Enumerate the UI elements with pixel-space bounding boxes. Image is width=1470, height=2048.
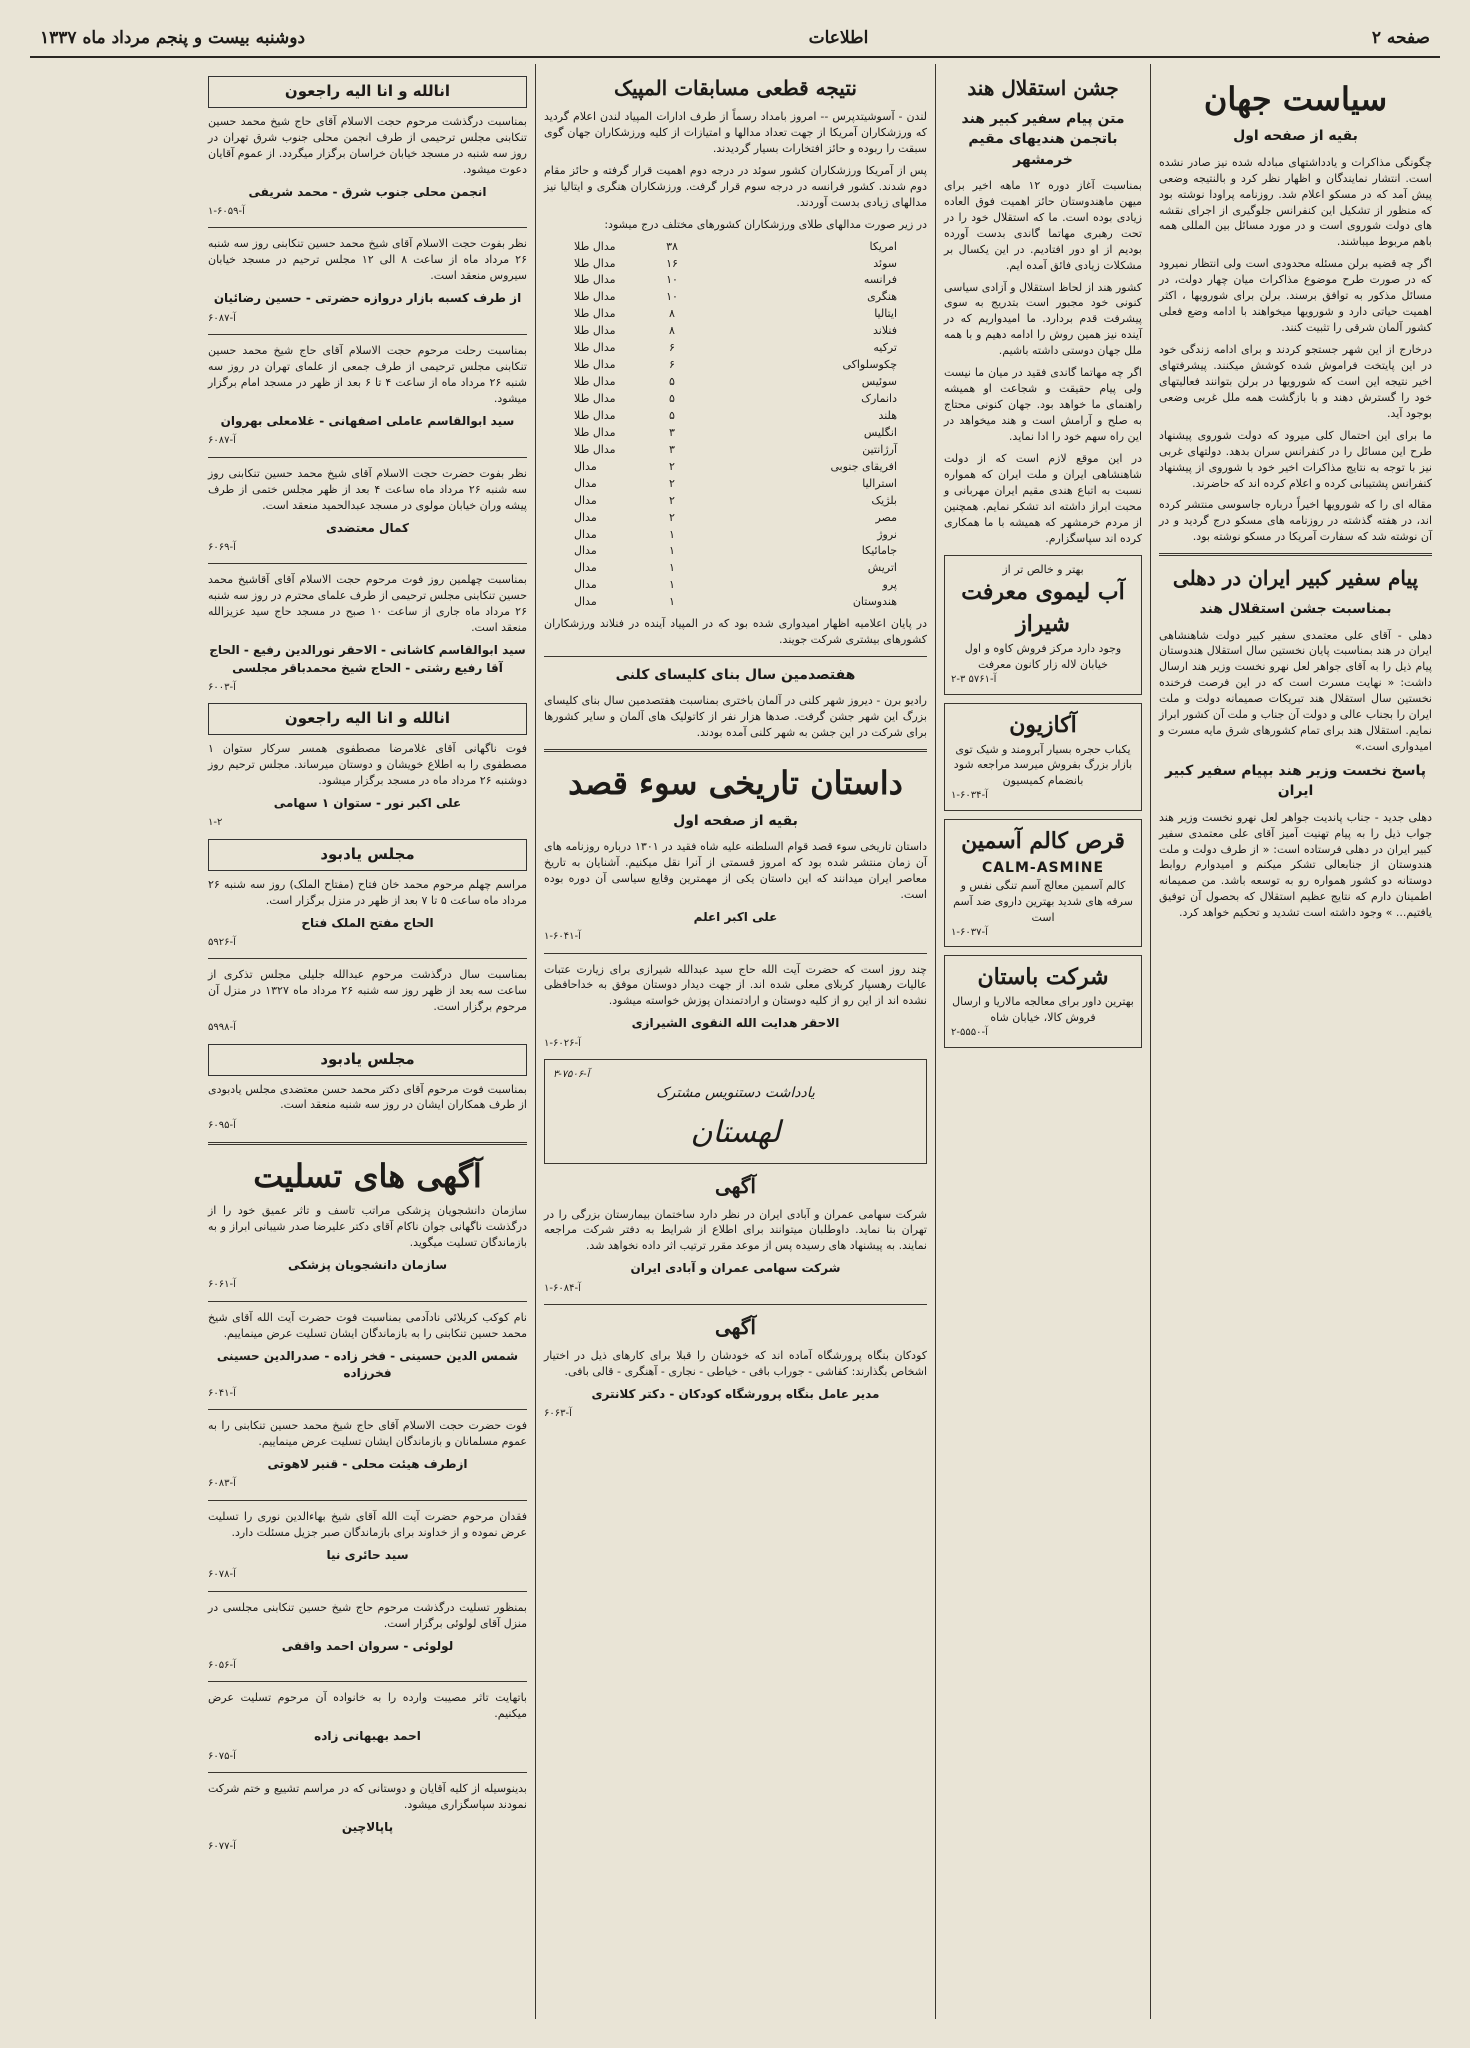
- divider: [208, 1409, 527, 1410]
- medal-count: ۲: [669, 476, 675, 490]
- divider: [1159, 553, 1432, 556]
- medal-count: ۵: [669, 392, 675, 405]
- obit-code: آ-۶۰۵۹-۱: [208, 205, 245, 217]
- memorial-paragraph: بمناسبت فوت مرحوم آقای دکتر محمد حسن معتضدی مجلس یادبودی از طرف همکاران ایشان در روز سه شنبه منعقد است.: [208, 1082, 527, 1112]
- thanks-code: آ-۶۰۲۶-۱: [544, 1037, 581, 1049]
- medal-unit: مدال طلا: [574, 375, 616, 389]
- medal-country: جامائیکا: [861, 544, 897, 558]
- ad-latin-title: CALM-ASMINE: [981, 859, 1105, 876]
- medal-count: ۱۰: [666, 273, 678, 287]
- medal-country: نروژ: [877, 527, 897, 541]
- divider: [208, 334, 527, 335]
- medal-country: پرو: [882, 578, 897, 592]
- condolence-paragraph: باتهایت تاثر مصیبت وارده را به خانواده آن مرحوم تسلیت عرض میکنیم.: [208, 1691, 527, 1721]
- medal-count: ۳: [669, 442, 675, 456]
- medal-count: ۲: [669, 510, 675, 524]
- condolence-code: آ-۶۰۷۸: [208, 1569, 236, 1581]
- medal-count: ۱: [669, 561, 675, 575]
- article-paragraph: مقاله ای را که شورویها اخیراً درباره جاسوسی منتشر کرده اند، در هفته گذشته در روزنامه های مسکو درج گردید و در آن نوشته شد که سفارت آمریکا در مسکو نوشته بود.: [1159, 498, 1432, 544]
- story-code: آ-۶۰۴۱-۱: [544, 931, 581, 942]
- notice2-title: آگهی: [715, 1315, 756, 1340]
- obit-code: آ-۶۰۸۷: [208, 435, 236, 447]
- medal-country: افریقای جنوبی: [830, 459, 897, 473]
- medal-unit: مدال: [574, 544, 597, 558]
- condolence-code: آ-۶۰۸۳: [208, 1478, 236, 1490]
- medal-country: سوئد: [873, 256, 897, 270]
- medal-unit: مدال: [574, 510, 597, 524]
- obit-signature: کمال معتضدی: [326, 520, 409, 535]
- medal-country: چکوسلواکی: [842, 358, 897, 372]
- divider: [544, 1304, 927, 1305]
- medal-count: ۱: [669, 578, 675, 592]
- divider: [544, 656, 927, 657]
- divider: [208, 227, 527, 228]
- obit-paragraph: نظر بفوت حضرت حجت الاسلام آقای شیخ محمد حسین تنکابنی روز سه شنبه ۲۶ مرداد ماه ساعت ۴ بعد از ظهر مجلس ختمی از طرف پیشه وران خیابان مولوی در مسجد عبدالحمید منعقد است.: [208, 466, 527, 512]
- medal-unit: مدال طلا: [574, 290, 616, 304]
- story-title: داستان تاریخی سوء قصد: [568, 764, 903, 803]
- medal-count: ۸: [669, 307, 675, 321]
- hand-code: ۳-۷۵۰۶-آ: [553, 1069, 590, 1081]
- memorial-paragraph: بمناسبت سال درگذشت مرحوم عبدالله جلیلی مجلس تذکری از ساعت سه بعد از ظهر روز سه شنبه ۲۶ مرداد ماه ۱۳۲۷ در منزل آن مرحوم برگزار است.: [208, 968, 528, 1014]
- column-obituaries: [200, 64, 535, 2019]
- story-signature: علی اکبر اعلم: [693, 909, 778, 924]
- condolence-signature: ازطرف هیئت محلی - قنبر لاهوتی: [267, 1457, 468, 1471]
- memorial-title: مجلس یادبود: [208, 839, 527, 871]
- notice-title: آگهی: [715, 1173, 756, 1198]
- memorial-title: مجلس یادبود: [208, 1044, 527, 1076]
- article-title: سیاست جهان: [1203, 80, 1388, 118]
- obit-paragraph: بمناسبت رحلت مرحوم حجت الاسلام آقای حاج شیخ محمد حسین تنکابنی مجلس ترحیمی از طرف جمعی از علمای تهران در روز سه شنبه ۲۶ مرداد ماه از ساعت ۴ تا ۶ بعد از ظهر در مسجد امام برگزار میشود.: [208, 344, 528, 405]
- article-paragraph: اگر چه مهاتما گاندی فقید در میان ما نیست ولی پیام حقیقت و شجاعت او همیشه راهنمای ما خواهد بود. جهان کنونی محتاج به صلح و آرامش است و هند میخواهد در این راه سهم خود را ادا نماید.: [944, 366, 1142, 443]
- article-paragraph: درخارج از این شهر جستجو کردند و برای ادامه زندگی خود در این پایتخت فراموش شده کوشش میکنند. پیشرفتهای اخیر نتیجه این است که شورویها در برلن بتوانند فعالیتهای خود را گسترش دهند و با بازگشت همه ملل غربی وضعی بوجود آید.: [1159, 343, 1432, 420]
- article-paragraph: لندن - آسوشیتدپرس -- امروز بامداد رسماً از طرف ادارات المپیاد لندن اعلام گردید که ورزشکاران آمریکا از جهت تعداد مدالها و امتیازات از کلیه ورزشکاران جهان گوی سبقت را ربوده و حائز افتخارات بسیار گردیدند.: [544, 110, 927, 155]
- article-paragraph: در این موقع لازم است که از دولت شاهنشاهی ایران و ملت ایران که همواره نسبت به اتباع هندی مقیم ایران مهربانی و محبت ابراز داشته اند تشکر نمایم. همچنین از مردم خرمشهر که همیشه با ما همکاری کرده اند سپاسگزارم.: [944, 451, 1142, 545]
- condolence-paragraph: سازمان دانشجویان پزشکی مراتب تاسف و تاثر عمیق خود را از درگذشت ناگهانی جوان ناکام آقای دکتر علیرضا صدر شیبانی ابراز و به بازماندگان تسلیت میگوید.: [208, 1204, 527, 1250]
- medal-count: ۶: [669, 358, 675, 372]
- article-paragraph: پس از آمریکا ورزشکاران کشور سوئد در درجه دوم اهمیت قرار گرفته و حائز مقام دوم شدند. کشور فرانسه در درجه سوم قرار گرفت. ورزشکاران هنگری و ایتالیا نیز مدالهای زیادی بدست آوردند.: [544, 163, 927, 209]
- article-paragraph: بمناسبت آغاز دوره ۱۲ ماهه اخیر برای میهن ماهندوستان حائز اهمیت فوق العاده زیادی بوده است. ما که استقلال خود را در تحت رهبری مهاتما گاندی بدست آورده بودیم از او دور افتادیم. در این یکسال بر مشکلات زیادی فائق آمده ایم.: [944, 178, 1142, 272]
- medal-country: اتریش: [867, 561, 897, 575]
- medal-count: ۳۸: [666, 239, 678, 253]
- obit-signature: علی اکبر نور - ستوان ۱ سهامی: [273, 796, 462, 811]
- condolence-signature: سید حائری نیا: [326, 1547, 409, 1562]
- medal-country: امریکا: [869, 239, 897, 253]
- medal-count: ۶: [669, 341, 675, 355]
- ad-code: آ-۶۰۳۷-۱: [951, 926, 988, 938]
- condolence-paragraph: نام کوکب کربلائی نادآدمی بمناسبت فوت حضرت آیت الله آقای شیخ محمد حسین تنکابنی را به بازماندگان ایشان تسلیت عرض مینماییم.: [208, 1310, 527, 1340]
- ad-text: وجود دارد مرکز فروش کاوه و اول خیابان لاله زار کانون معرفت: [964, 642, 1122, 672]
- ad-title: آکازیون: [1009, 711, 1077, 738]
- notice-paragraph: دهلی - آقای علی معتمدی سفیر کبیر دولت شاهنشاهی ایران در هند بمناسبت پایان نخستین سال استقلال هندوستان پیام ذیل را به آقای جواهر لعل نهرو نخست وزیر هند ارسال داشت: « نهایت مسرت است که در این فرصت فرخنده نخستین سال استقلال هند تبریکات صمیمانه دولت و ملت ایران را بجناب عالی و دولت آن جناب و ملت آن کشور ابراز نمایم. استقلال هند برای تمام کشورهای شرق مایه مسرت و امیدواری است.»: [1159, 628, 1432, 754]
- article-paragraph: کشور هند از لحاظ استقلال و آزادی سیاسی کنونی خود مجبور است بتدریج به سوی پیشرفت قدم بردارد. ما امیدواریم که در آینده نیز همین روش را ادامه دهیم و با همه ملل جهان دوستی داشته باشیم.: [944, 280, 1142, 358]
- ad-code: آ-۵۵۵۰-۲: [951, 1027, 988, 1039]
- obit-paragraph: بمناسبت چهلمین روز فوت مرحوم حجت الاسلام آقای آقاشیخ محمد حسین تنکابنی مجلس ترحیمی از طرف علمای محترم در روز سه شنبه ۲۶ مرداد ماه جاری از ساعت ۱۰ صبح در مسجد حاج سید عزیزالله منعقد است.: [208, 573, 527, 635]
- ad-occasion: [944, 703, 1142, 811]
- medal-unit: مدال طلا: [574, 442, 616, 456]
- article-paragraph: چگونگی مذاکرات و یادداشتهای مبادله شده نیز صادر نشده است. انتشار نمایندگان و اظهار نظر کرد و بالنتیجه وضعی پیش آمد که در مسکو اعلام شد. روزنامه پراودا نوشته بود که منظور از تشکیل این کنفرانس جلوگیری از اجرای نقشه های دولت شوروی است و در مورد مسائل بین المللی همه باهم مربوط میباشند.: [1159, 155, 1432, 249]
- story-subtitle: بقیه از صفحه اول: [673, 812, 798, 829]
- medal-count: ۱: [669, 544, 675, 558]
- article-paragraph: ما برای این احتمال کلی میرود که دولت شوروی پیشنهاد طرح این مسائل را در کنفرانس سران بدهد. دولتهای غربی نیز با توجه به نتایج مذاکرات اخیر خود با شوروی از پیشنهاد کنفرانس پشتیبانی کرده و اعلام کرده اند که حاضرند.: [1159, 428, 1432, 490]
- obit-paragraph: فوت ناگهانی آقای غلامرضا مصطفوی همسر سرکار ستوان ۱ مصطفوی را به اطلاع خویشان و دوستان میرساند. مجلس ترحیم روز دوشنبه ۲۶ مرداد ماه در مسجد برگزار میشود.: [208, 742, 527, 788]
- notice-subtitle: بمناسبت جشن استقلال هند: [1199, 601, 1392, 618]
- ad-title: شرکت باستان: [977, 964, 1109, 991]
- condolence-code: آ-۶۰۷۷: [208, 1841, 236, 1853]
- medal-unit: مدال طلا: [574, 239, 616, 253]
- divider: [208, 457, 527, 458]
- divider: [208, 563, 527, 564]
- article-subtitle: بقیه از صفحه اول: [1233, 128, 1358, 145]
- condolence-paragraph: فوت حضرت حجت الاسلام آقای حاج شیخ محمد حسین تنکابنی را به عموم مسلمانان و بازماندگان ایشان تسلیت عرض مینماییم.: [208, 1419, 527, 1449]
- condolence-code: آ-۶۰۶۱: [208, 1279, 236, 1291]
- condolence-signature: سازمان دانشجویان پزشکی: [287, 1258, 448, 1273]
- medal-count: ۲: [669, 493, 675, 507]
- condolence-section-title: آگهی های تسلیت: [253, 1156, 482, 1195]
- obit-code: آ-۶۰۰۳: [208, 681, 236, 693]
- medal-count: ۱۰: [666, 290, 678, 304]
- obit-signature: سید ابوالقاسم کاشانی - الاحقر نورالدین رفیع - الحاج آقا رفیع رشتی - الحاج شیخ محمدباقر مجلسی: [209, 643, 526, 675]
- article-paragraph: اگر چه قضیه برلن مسئله محدودی است ولی انتظار نمیرود که در صورت طرح موضوع مذاکرات میان چهار دولت، در مسائل مذکور به توافق برسند. برلن برای شورویها ، اکثر اهمیت حیاتی دارد و شورویها میخواهند با ادامه وضع فعلی کشور آلمان شرقی را تثبیت کنند.: [1159, 257, 1432, 335]
- obit-signature: از طرف کسبه بازار دروازه حضرتی - حسین رضائیان: [213, 291, 522, 306]
- obit-paragraph: بمناسبت درگذشت مرحوم حجت الاسلام آقای حاج شیخ محمد حسین تنکابنی مجلس ترحیمی از طرف انجمن محلی جنوب شرق تهران در روز سه شنبه در مسجد خیابان خراسان برگزار میگردد. از عموم آقایان دعوت میشود.: [208, 114, 527, 176]
- medal-unit: مدال طلا: [574, 273, 616, 287]
- ad-title: آب لیموی معرفت شیراز: [961, 579, 1125, 638]
- article-lead: متن پیام سفیر کبیر هند باتجمن هندیهای مقیم خرمشهر: [961, 111, 1125, 168]
- medal-unit: مدال: [574, 527, 597, 541]
- medal-country: فنلاند: [873, 324, 897, 338]
- condolence-paragraph: بمنظور تسلیت درگذشت مرحوم حاج شیخ حسین تنکابنی مجلسی در منزل آقای لولوئی برگزار است.: [208, 1600, 527, 1630]
- masthead: [30, 28, 1440, 58]
- ad-text: یکباب حجره بسیار آبرومند و شیک توی بازار بزرگ بفروش میرسد مراجعه شود بانضمام کمیسیون: [953, 742, 1133, 788]
- medal-unit: مدال طلا: [574, 408, 616, 422]
- medal-country: ترکیه: [873, 341, 897, 355]
- paper-name: اطلاعات: [808, 28, 869, 48]
- article-paragraph: در پایان اعلامیه اظهار امیدواری شده بود که در المپیاد آینده در فنلاند ورزشکاران کشورهای بیشتری شرکت جویند.: [544, 617, 927, 647]
- medal-country: هنگری: [867, 290, 897, 304]
- obit-code: آ-۶۰۸۷: [208, 312, 236, 324]
- medal-country: سوئیس: [861, 375, 897, 389]
- obit-code: ۱-۲: [208, 817, 223, 829]
- memorial-paragraph: مراسم چهلم مرحوم محمد خان فتاح (مفتاح الملک) روز سه شنبه ۲۶ مرداد ماه ساعت ۵ تا ۷ بعد از ظهر در منزل برگزار است.: [208, 877, 527, 907]
- notice-code: آ-۶۰۸۴-۱: [544, 1282, 581, 1294]
- medal-country: استرالیا: [862, 476, 897, 490]
- ad-text: کالم آسمین معالج آسم تنگی نفس و سرفه های شدید بهترین داروی ضد آسم است: [953, 879, 1133, 924]
- column-india-independence: [935, 64, 1150, 2019]
- obit-title: انالله و انا الیه راجعون: [208, 703, 527, 735]
- columns: [30, 64, 1440, 2019]
- divider: [208, 1500, 527, 1501]
- article-title: نتیجه قطعی مسابقات المپیک: [614, 76, 857, 100]
- notice-paragraph: شرکت سهامی عمران و آبادی ایران در نظر دارد ساختمان بیمارستان بزرگی را در تهران بنا نماید. داوطلبان میتوانند برای اطلاع از شرایط به دفتر شرکت مراجعه نمایند. به پیشنهاد های رسیده پس از موعد مقرر ترتیب اثر داده نخواهد شد.: [544, 1207, 927, 1253]
- medal-count: ۳: [669, 425, 675, 439]
- obit-signature: سید ابوالقاسم عاملی اصفهانی - غلامعلی بهروان: [220, 413, 515, 428]
- hand-text: یادداشت دستنویس مشترک: [656, 1084, 815, 1101]
- church-paragraph: رادیو برن - دیروز شهر کلنی در آلمان باختری بمناسبت هفتصدمین سال بنای کلیسای بزرگ این شهر جشن گرفت. صدها هزار نفر از کاتولیک های آلمان و سایر کشورها برای شرکت در این جشن به شهر کلنی آمده بودند.: [544, 694, 927, 740]
- ad-title: قرص کالم آسمین: [961, 827, 1125, 854]
- medal-country: بلژیک: [871, 493, 897, 507]
- divider: [208, 1142, 527, 1145]
- medal-unit: مدال طلا: [574, 392, 616, 405]
- hand-big-text: لهستان: [690, 1115, 781, 1150]
- condolence-paragraph: بدینوسیله از کلیه آقایان و دوستانی که در مراسم تشییع و ختم شرکت نمودند سپاسگزاری میشود.: [208, 1782, 527, 1812]
- medal-country: فرانسه: [863, 273, 897, 287]
- medal-count: ۵: [669, 408, 675, 422]
- notice-signature: شرکت سهامی عمران و آبادی ایران: [630, 1261, 841, 1276]
- ad-bastan: [944, 955, 1142, 1047]
- obit-code: آ-۶۰۶۹: [208, 541, 236, 553]
- condolence-signature: احمد بهبهانی زاده: [314, 1729, 421, 1744]
- medal-count: ۱: [669, 527, 675, 541]
- medal-unit: مدال: [574, 476, 597, 490]
- notice-title: پیام سفیر کبیر ایران در دهلی: [1172, 566, 1419, 591]
- ad-text: بهترین داور برای معالجه مالاریا و ارسال فروش کالا، خیابان شاه: [952, 995, 1134, 1025]
- medal-unit: مدال: [574, 493, 597, 507]
- medal-country: هندوستان: [852, 595, 897, 609]
- column-world-politics: [1150, 64, 1440, 2019]
- condolence-paragraph: فقدان مرحوم حضرت آیت الله آقای شیخ بهاءالدین نوری را تسلیت عرض نموده و از خداوند برای بازماندگان صبر جزیل مسئلت دارد.: [208, 1509, 527, 1539]
- medal-count: ۱۶: [666, 256, 678, 270]
- divider: [208, 958, 527, 959]
- article-title: جشن استقلال هند: [967, 76, 1119, 100]
- issue-date: دوشنبه بیست و پنجم مرداد ماه ۱۳۳۷: [40, 28, 306, 48]
- divider: [208, 1681, 527, 1682]
- ad-calm-asmine: [944, 819, 1142, 948]
- medal-unit: مدال: [574, 578, 597, 592]
- medal-country: هلند: [878, 408, 897, 422]
- memorial-code: آ-۵۹۹۸: [208, 1022, 236, 1034]
- page-number: صفحه ۲: [1371, 28, 1430, 48]
- memorial-signature: الحاج مفتح الملک فتاح: [301, 915, 434, 930]
- ad-top-line: بهتر و خالص تر از: [1002, 562, 1084, 576]
- thanks-signature: الاحقر هدایت الله النقوی الشیرازی: [631, 1016, 840, 1031]
- condolence-signature: پاپالاچین: [341, 1820, 394, 1835]
- medal-count: ۱: [669, 595, 675, 609]
- medal-country: دانمارک: [861, 392, 897, 405]
- medal-unit: مدال طلا: [574, 324, 616, 338]
- ad-lemon-juice: [944, 555, 1142, 695]
- condolence-signature: لولوئی - سروان احمد واقفی: [281, 1638, 454, 1653]
- medal-country: انگلیس: [863, 425, 897, 439]
- divider: [544, 953, 927, 954]
- notice2-signature: مدیر عامل بنگاه پرورشگاه کودکان - دکتر کلانتری: [591, 1387, 880, 1402]
- medal-unit: مدال طلا: [574, 307, 616, 321]
- medal-country: آرژانتین: [862, 442, 897, 456]
- condolence-signature: شمس الدین حسینی - فخر زاده - صدرالدین حسینی فخرزاده: [216, 1348, 519, 1381]
- notice2-paragraph: کودکان بنگاه پرورشگاه آماده اند که خودشان را قبلا برای کارهای ذیل در اختیار اشخاص بگذارند: کفاشی - جوراب بافی - خیاطی - نجاری - آهنگری - قالی بافی.: [544, 1349, 927, 1379]
- medal-unit: مدال: [574, 595, 597, 609]
- handwritten-notice: [544, 1059, 927, 1163]
- column-olympics: [535, 64, 935, 2019]
- condolence-code: آ-۶۰۴۱: [208, 1387, 236, 1399]
- medal-country: مصر: [875, 510, 897, 524]
- notice2-code: آ-۶۰۶۳: [544, 1408, 572, 1420]
- medal-unit: مدال: [574, 459, 597, 473]
- obit-signature: انجمن محلی جنوب شرق - محمد شریفی: [248, 184, 487, 199]
- medal-count: ۲: [669, 459, 675, 473]
- memorial-code: آ-۵۹۲۶: [208, 936, 236, 948]
- story-paragraph: داستان تاریخی سوء قصد قوام السلطنه علیه شاه فقید در ۱۳۰۱ درباره روزنامه های آن زمان منتشر شده بود که امروز قسمتی از آنرا نقل میکنیم. آشنایان به تاریخ معاصر ایران میدانند که این داستان یکی از مهمترین وقایع سیاسی آن دوره بوده است.: [544, 839, 928, 901]
- divider: [208, 1591, 527, 1592]
- medal-count: ۸: [669, 324, 675, 338]
- medal-unit: مدال: [574, 561, 597, 575]
- medal-table: [574, 239, 897, 611]
- table-caption: در زیر صورت مدالهای طلای ورزشکاران کشورهای مختلف درج میشود:: [604, 217, 927, 231]
- divider: [208, 1301, 527, 1302]
- memorial-code: آ-۶۰۹۵: [208, 1120, 236, 1132]
- thanks-paragraph: چند روز است که حضرت آیت الله حاج سید عبدالله شیرازی برای زیارت عتبات عالیات رهسپار کربلای معلی شده اند. از جهت دیدار دوستان موفق به خداحافظی نشده اند از این رو از کلیه دوستان و ارادتمندان پوزش خواسته میشود.: [544, 962, 927, 1008]
- divider: [208, 1772, 527, 1773]
- ad-code: آ-۶۰۳۴-۱: [951, 790, 988, 802]
- ad-code: ۲-۳ آ-۵۷۶۱: [951, 674, 997, 686]
- medal-unit: مدال طلا: [574, 341, 616, 355]
- medal-country: ایتالیا: [874, 307, 897, 321]
- medal-unit: مدال طلا: [574, 256, 616, 270]
- condolence-code: آ-۶۰۷۵: [208, 1750, 236, 1762]
- condolence-code: آ-۶۰۵۶: [208, 1659, 236, 1671]
- medal-unit: مدال طلا: [574, 425, 616, 439]
- medal-unit: مدال طلا: [574, 358, 616, 372]
- divider: [544, 749, 927, 752]
- medal-count: ۵: [669, 375, 675, 389]
- reply-paragraph: دهلی جدید - جناب پاندیت جواهر لعل نهرو نخست وزیر هند جواب ذیل را به پیام تهنیت آمیز آقای علی معتمدی سفیر کبیر ایران در دهلی فرستاده است: « از طرف دولت و ملت هندوستان از جنابعالی تشکر میکنم و امیدوارم روابط دوستانه دو کشور همواره رو به توسعه باشد. من صمیمانه اطمینان دارم که نتایج عظیم استقلال که بحصول آن توفیق یافتیم... » وجود داشته است تشدید و تحکیم خواهد کرد.: [1159, 810, 1432, 920]
- obit-title: انالله و انا الیه راجعون: [208, 76, 527, 108]
- church-title: هفتصدمین سال بنای کلیسای کلنی: [615, 667, 856, 684]
- obit-paragraph: نظر بفوت حجت الاسلام آقای شیخ محمد حسین تنکابنی روز سه شنبه ۲۶ مرداد ماه از ساعت ۸ الی ۱۲ مجلس ترحیم در مسجد خیابان سیروس منعقد است.: [208, 237, 527, 283]
- reply-title: پاسخ نخست وزیر هند بپیام سفیر کبیر ایران: [1164, 763, 1427, 800]
